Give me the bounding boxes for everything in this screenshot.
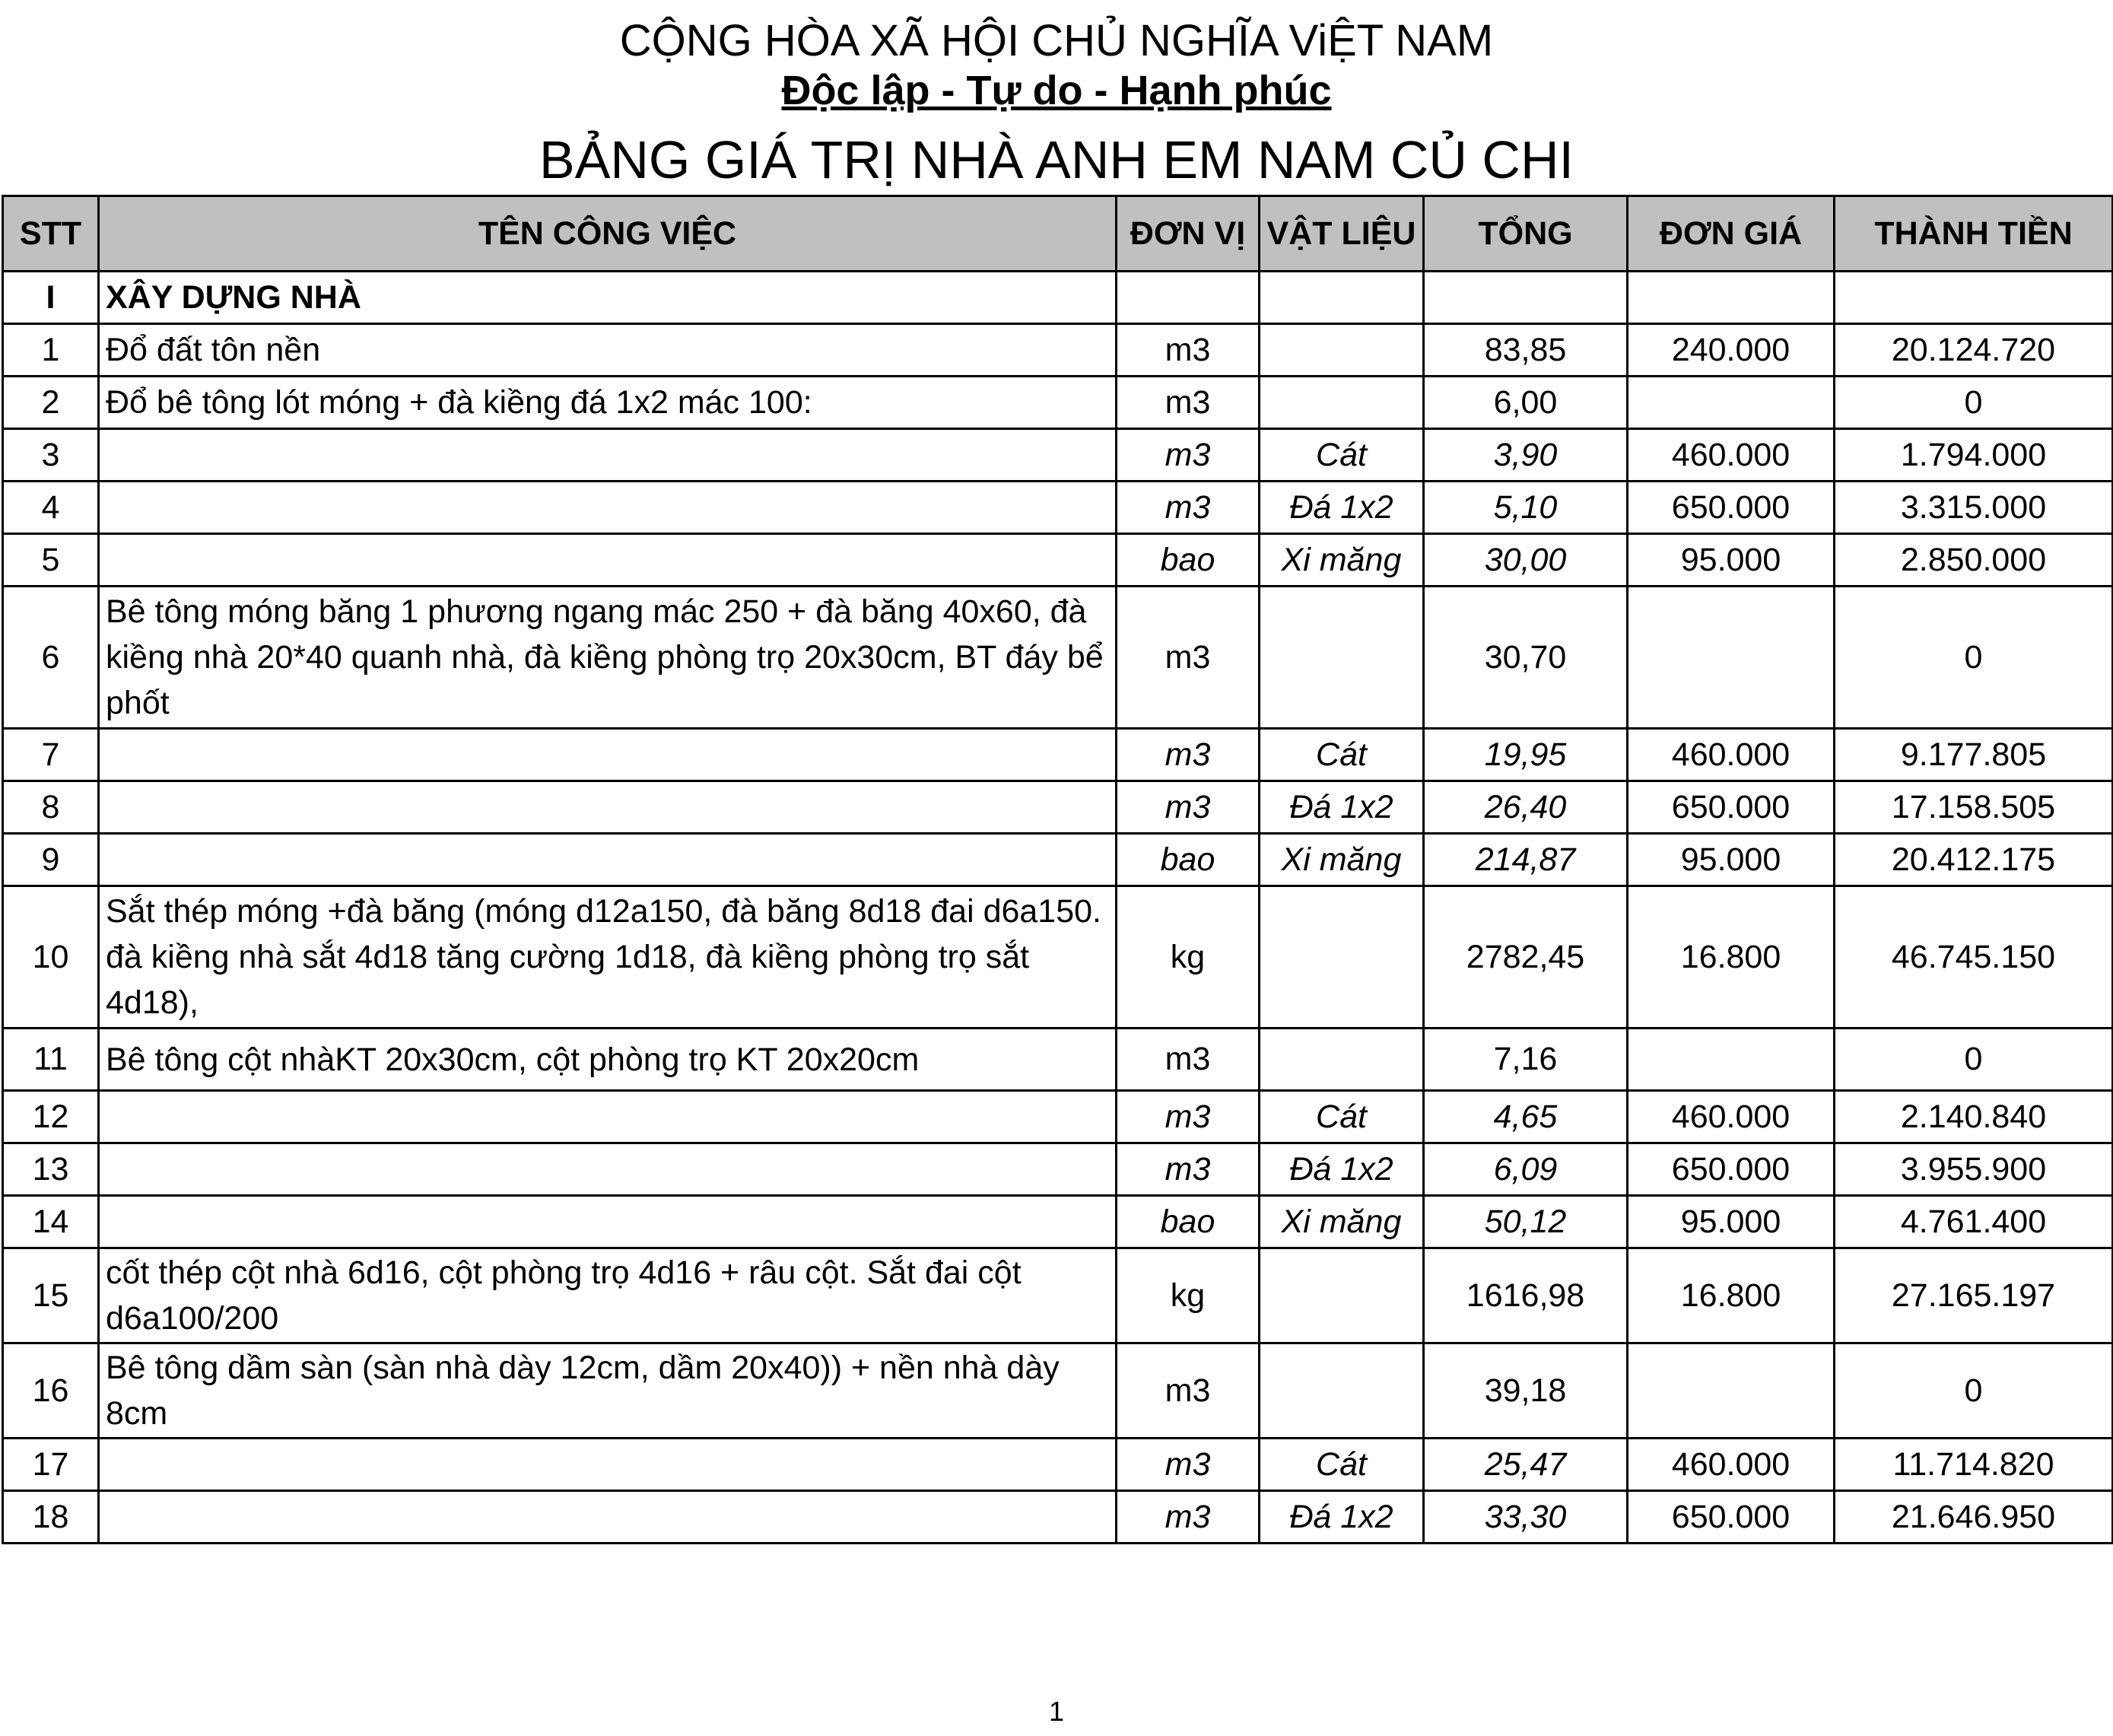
col-header-unit-price: ĐƠN GIÁ — [1628, 196, 1835, 272]
cell-amount: 3.315.000 — [1835, 482, 2113, 534]
cell-amount: 4.761.400 — [1835, 1196, 2113, 1248]
table-row — [3, 1143, 2113, 1196]
table-row — [3, 1196, 2113, 1248]
table-row — [3, 324, 2113, 377]
table-row — [3, 886, 2113, 1029]
cell-material: Cát — [1260, 729, 1424, 781]
cell-total: 50,12 — [1424, 1196, 1628, 1248]
cell-stt: 17 — [3, 1439, 99, 1491]
motto: Độc lập - Tự do - Hạnh phúc — [781, 68, 1332, 113]
cell-material — [1260, 1029, 1424, 1091]
table-row — [3, 729, 2113, 781]
cell-material — [1260, 886, 1424, 1029]
cell-unit-price: 16.800 — [1628, 886, 1835, 1029]
cell-empty — [1117, 272, 1260, 324]
table-row — [3, 1439, 2113, 1491]
cell-unit: m3 — [1117, 587, 1260, 729]
cell-unit: m3 — [1117, 1143, 1260, 1196]
cell-total: 30,70 — [1424, 587, 1628, 729]
table-row — [3, 1343, 2113, 1439]
cell-stt: 13 — [3, 1143, 99, 1196]
cell-total: 6,09 — [1424, 1143, 1628, 1196]
cell-task: Bê tông cột nhàKT 20x30cm, cột phòng trọ KT 20x20cm — [99, 1029, 1117, 1091]
cell-material: Xi măng — [1260, 534, 1424, 587]
section-stt: I — [3, 272, 99, 324]
cell-stt: 2 — [3, 377, 99, 429]
table-row — [3, 1029, 2113, 1091]
cell-unit-price: 460.000 — [1628, 1091, 1835, 1143]
cell-total: 83,85 — [1424, 324, 1628, 377]
cell-task — [99, 429, 1117, 482]
cell-unit-price: 460.000 — [1628, 729, 1835, 781]
cell-unit: kg — [1117, 1248, 1260, 1343]
cell-material: Cát — [1260, 1439, 1424, 1491]
col-header-task: TÊN CÔNG VIỆC — [99, 196, 1117, 272]
table-row — [3, 1248, 2113, 1343]
cell-material — [1260, 324, 1424, 377]
cell-unit-price — [1628, 1343, 1835, 1439]
cell-empty — [1260, 272, 1424, 324]
cell-unit: m3 — [1117, 781, 1260, 834]
cell-amount: 27.165.197 — [1835, 1248, 2113, 1343]
cell-material — [1260, 1343, 1424, 1439]
cell-total: 5,10 — [1424, 482, 1628, 534]
cell-task — [99, 482, 1117, 534]
cell-unit: m3 — [1117, 1343, 1260, 1439]
cell-unit-price — [1628, 1029, 1835, 1091]
cell-stt: 3 — [3, 429, 99, 482]
cell-stt: 12 — [3, 1091, 99, 1143]
cell-amount: 9.177.805 — [1835, 729, 2113, 781]
cell-empty — [1835, 272, 2113, 324]
cell-total: 1616,98 — [1424, 1248, 1628, 1343]
table-row — [3, 781, 2113, 834]
cell-amount: 0 — [1835, 1343, 2113, 1439]
cell-material: Cát — [1260, 429, 1424, 482]
cell-total: 2782,45 — [1424, 886, 1628, 1029]
cell-total: 4,65 — [1424, 1091, 1628, 1143]
cell-material: Xi măng — [1260, 834, 1424, 886]
cell-unit-price: 650.000 — [1628, 482, 1835, 534]
cell-unit: m3 — [1117, 1091, 1260, 1143]
cell-task — [99, 781, 1117, 834]
cell-unit: m3 — [1117, 429, 1260, 482]
cell-stt: 15 — [3, 1248, 99, 1343]
cell-total: 19,95 — [1424, 729, 1628, 781]
cell-amount: 21.646.950 — [1835, 1491, 2113, 1544]
cell-total: 25,47 — [1424, 1439, 1628, 1491]
price-table — [2, 195, 2113, 1544]
col-header-unit: ĐƠN VỊ — [1117, 196, 1260, 272]
cell-task: Đổ bê tông lót móng + đà kiềng đá 1x2 mác 100: — [99, 377, 1117, 429]
cell-unit: m3 — [1117, 1439, 1260, 1491]
cell-stt: 5 — [3, 534, 99, 587]
col-header-amount: THÀNH TIỀN — [1835, 196, 2113, 272]
cell-unit-price: 95.000 — [1628, 534, 1835, 587]
cell-task — [99, 534, 1117, 587]
cell-task: Sắt thép móng +đà băng (móng d12a150, đà băng 8d18 đai d6a150. đà kiềng nhà sắt 4d18 tăng cường 1d18, đà kiềng phòng trọ sắt 4d18), — [99, 886, 1117, 1029]
cell-task — [99, 1439, 1117, 1491]
section-row — [3, 272, 2113, 324]
cell-unit: m3 — [1117, 377, 1260, 429]
cell-task: Bê tông móng băng 1 phương ngang mác 250 + đà băng 40x60, đà kiềng nhà 20*40 quanh nhà, đà kiềng phòng trọ 20x30cm, BT đáy bể phốt — [99, 587, 1117, 729]
cell-total: 33,30 — [1424, 1491, 1628, 1544]
cell-stt: 7 — [3, 729, 99, 781]
cell-empty — [1628, 272, 1835, 324]
table-row — [3, 482, 2113, 534]
document-title: BẢNG GIÁ TRỊ NHÀ ANH EM NAM CỦ CHI — [539, 130, 1574, 189]
cell-amount: 46.745.150 — [1835, 886, 2113, 1029]
cell-unit: bao — [1117, 834, 1260, 886]
cell-amount: 20.412.175 — [1835, 834, 2113, 886]
cell-task — [99, 1143, 1117, 1196]
cell-stt: 14 — [3, 1196, 99, 1248]
section-name: XÂY DỰNG NHÀ — [99, 272, 1117, 324]
cell-unit-price — [1628, 587, 1835, 729]
cell-material: Đá 1x2 — [1260, 482, 1424, 534]
cell-unit: m3 — [1117, 1491, 1260, 1544]
cell-amount: 1.794.000 — [1835, 429, 2113, 482]
cell-unit-price: 650.000 — [1628, 1491, 1835, 1544]
cell-material: Cát — [1260, 1091, 1424, 1143]
cell-task — [99, 834, 1117, 886]
page-number: 1 — [1048, 1696, 1065, 1727]
cell-unit-price: 460.000 — [1628, 1439, 1835, 1491]
cell-unit: m3 — [1117, 729, 1260, 781]
cell-task — [99, 1196, 1117, 1248]
cell-unit: m3 — [1117, 324, 1260, 377]
table-row — [3, 429, 2113, 482]
cell-unit-price: 650.000 — [1628, 1143, 1835, 1196]
cell-stt: 10 — [3, 886, 99, 1029]
cell-amount: 17.158.505 — [1835, 781, 2113, 834]
cell-stt: 4 — [3, 482, 99, 534]
cell-unit: kg — [1117, 886, 1260, 1029]
cell-stt: 6 — [3, 587, 99, 729]
cell-task — [99, 729, 1117, 781]
cell-total: 30,00 — [1424, 534, 1628, 587]
cell-amount: 0 — [1835, 1029, 2113, 1091]
col-header-stt: STT — [3, 196, 99, 272]
cell-total: 3,90 — [1424, 429, 1628, 482]
cell-empty — [1424, 272, 1628, 324]
cell-unit-price — [1628, 377, 1835, 429]
col-header-material: VẬT LIỆU — [1260, 196, 1424, 272]
cell-stt: 18 — [3, 1491, 99, 1544]
cell-task: Bê tông dầm sàn (sàn nhà dày 12cm, dầm 20x40)) + nền nhà dày 8cm — [99, 1343, 1117, 1439]
cell-stt: 11 — [3, 1029, 99, 1091]
cell-material: Đá 1x2 — [1260, 1143, 1424, 1196]
national-title: CỘNG HÒA XÃ HỘI CHỦ NGHĨA ViỆT NAM — [619, 16, 1494, 65]
cell-unit-price: 16.800 — [1628, 1248, 1835, 1343]
cell-task — [99, 1491, 1117, 1544]
cell-total: 7,16 — [1424, 1029, 1628, 1091]
table-row — [3, 534, 2113, 587]
table-row — [3, 377, 2113, 429]
cell-material: Đá 1x2 — [1260, 1491, 1424, 1544]
table-row — [3, 834, 2113, 886]
cell-total: 26,40 — [1424, 781, 1628, 834]
cell-material — [1260, 1248, 1424, 1343]
cell-material — [1260, 377, 1424, 429]
cell-unit: m3 — [1117, 1029, 1260, 1091]
cell-amount: 2.140.840 — [1835, 1091, 2113, 1143]
cell-material: Xi măng — [1260, 1196, 1424, 1248]
cell-material: Đá 1x2 — [1260, 781, 1424, 834]
cell-stt: 9 — [3, 834, 99, 886]
cell-task: cốt thép cột nhà 6d16, cột phòng trọ 4d16 + râu cột. Sắt đai cột d6a100/200 — [99, 1248, 1117, 1343]
cell-amount: 0 — [1835, 587, 2113, 729]
table-row — [3, 1491, 2113, 1544]
cell-total: 6,00 — [1424, 377, 1628, 429]
cell-unit-price: 95.000 — [1628, 1196, 1835, 1248]
table-header-row — [3, 196, 2113, 272]
cell-amount: 0 — [1835, 377, 2113, 429]
cell-amount: 11.714.820 — [1835, 1439, 2113, 1491]
cell-total: 39,18 — [1424, 1343, 1628, 1439]
cell-stt: 1 — [3, 324, 99, 377]
cell-unit-price: 650.000 — [1628, 781, 1835, 834]
cell-total: 214,87 — [1424, 834, 1628, 886]
cell-amount: 20.124.720 — [1835, 324, 2113, 377]
cell-unit: bao — [1117, 1196, 1260, 1248]
cell-stt: 16 — [3, 1343, 99, 1439]
table-row — [3, 587, 2113, 729]
cell-unit-price: 240.000 — [1628, 324, 1835, 377]
cell-task: Đổ đất tôn nền — [99, 324, 1117, 377]
cell-amount: 3.955.900 — [1835, 1143, 2113, 1196]
cell-task — [99, 1091, 1117, 1143]
cell-material — [1260, 587, 1424, 729]
col-header-total: TỔNG — [1424, 196, 1628, 272]
table-row — [3, 1091, 2113, 1143]
cell-unit: bao — [1117, 534, 1260, 587]
cell-unit-price: 95.000 — [1628, 834, 1835, 886]
cell-unit-price: 460.000 — [1628, 429, 1835, 482]
cell-unit: m3 — [1117, 482, 1260, 534]
cell-stt: 8 — [3, 781, 99, 834]
cell-amount: 2.850.000 — [1835, 534, 2113, 587]
